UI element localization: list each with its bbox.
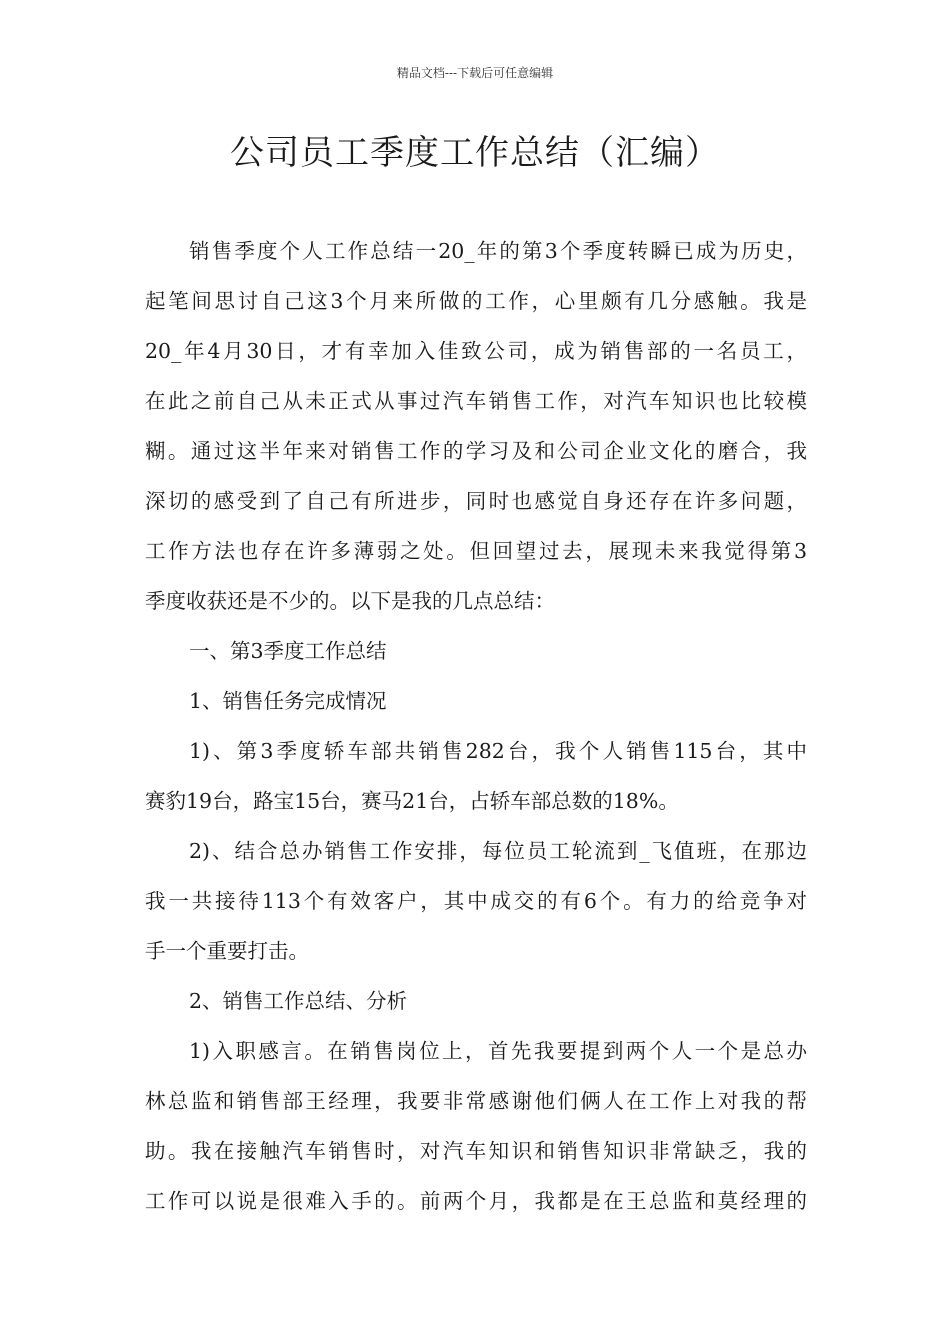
text-line: 起笔间思讨自己这3个月来所做的工作，心里颇有几分感触。我是 <box>145 289 807 313</box>
text-line: 1)、第3季度轿车部共销售282台，我个人销售115台，其中 <box>189 739 807 763</box>
text-line: 手一个重要打击。 <box>145 939 309 963</box>
text-line: 我一共接待113个有效客户，其中成交的有6个。有力的给竞争对 <box>145 889 807 913</box>
text-line: 赛豹19台，路宝15台，赛马21台，占轿车部总数的18%。 <box>145 789 679 813</box>
text-line: 1、销售任务完成情况 <box>189 689 387 713</box>
text-line: 一、第3季度工作总结 <box>189 639 387 663</box>
header-note: 精品文档---下载后可任意编辑 <box>396 66 554 80</box>
text-line: 工作方法也存在许多薄弱之处。但回望过去，展现未来我觉得第3 <box>145 539 807 563</box>
text-line: 在此之前自己从未正式从事过汽车销售工作，对汽车知识也比较模 <box>145 389 807 413</box>
text-line: 1)入职感言。在销售岗位上，首先我要提到两个人一个是总办 <box>189 1039 807 1063</box>
text-line: 糊。通过这半年来对销售工作的学习及和公司企业文化的磨合，我 <box>145 439 807 463</box>
text-line: 销售季度个人工作总结一20_年的第3个季度转瞬已成为历史， <box>189 239 807 263</box>
text-line: 季度收获还是不少的。以下是我的几点总结： <box>145 589 555 613</box>
text-line: 2)、结合总办销售工作安排，每位员工轮流到_飞值班，在那边 <box>189 839 807 863</box>
text-line: 2、销售工作总结、分析 <box>189 989 408 1013</box>
text-line: 20_年4月30日，才有幸加入佳致公司，成为销售部的一名员工， <box>145 339 807 363</box>
text-line: 林总监和销售部王经理，我要非常感谢他们俩人在工作上对我的帮 <box>145 1089 807 1113</box>
text-line: 助。我在接触汽车销售时，对汽车知识和销售知识非常缺乏，我的 <box>145 1139 807 1163</box>
text-line: 深切的感受到了自己有所进步，同时也感觉自身还存在许多问题， <box>145 489 807 513</box>
document-title: 公司员工季度工作总结（汇编） <box>230 133 720 173</box>
document-body <box>145 226 807 1226</box>
text-line: 工作可以说是很难入手的。前两个月，我都是在王总监和莫经理的 <box>145 1189 807 1213</box>
